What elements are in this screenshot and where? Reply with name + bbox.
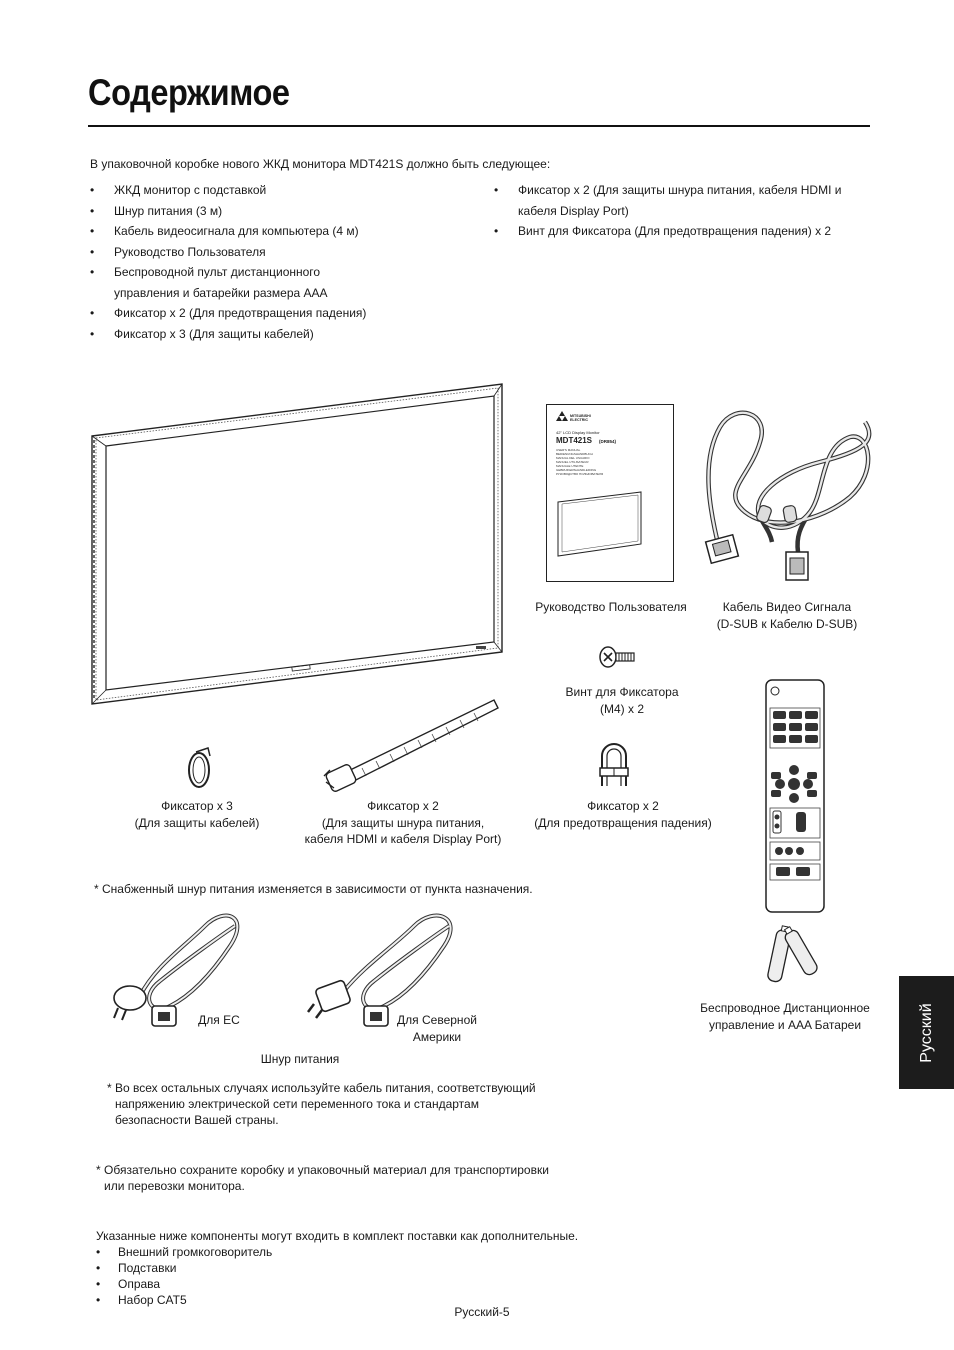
caption-line: Беспроводное Дистанционное — [700, 1001, 870, 1015]
caption-line: кабеля HDMI и кабеля Display Port) — [304, 832, 502, 846]
keep-box-note — [96, 1162, 566, 1194]
eu-plug-caption: Для ЕС — [198, 1013, 240, 1027]
optional-intro: Указанные ниже компоненты могут входить в комплект поставки как дополнительные. — [96, 1229, 579, 1243]
caption-line: Америки — [412, 1029, 462, 1044]
caption-line: Фиксатор x 3 — [161, 799, 233, 813]
caption-line: (M4) x 2 — [599, 701, 644, 716]
caption-line: Для Северной — [397, 1013, 477, 1027]
note-line: безопасности Вашей страны. — [115, 1113, 279, 1127]
list-item: • Набор CAT5 — [96, 1292, 396, 1308]
svg-text:BEDIENUNGSHANDBUCH: BEDIENUNGSHANDBUCH — [556, 452, 593, 456]
cable-clip-icon — [186, 746, 216, 790]
svg-text:MITSUBISHI: MITSUBISHI — [570, 414, 591, 418]
caption-line: (D-SUB к Кабелю D-SUB) — [716, 616, 858, 631]
svg-text:USER'S MANUAL: USER'S MANUAL — [556, 448, 581, 452]
svg-text:ELECTRIC: ELECTRIC — [570, 418, 588, 422]
list-item: • Внешний громкоговоритель — [96, 1244, 396, 1260]
clamp-caption — [530, 798, 716, 831]
svg-text:MANUAL DEL USUARIO: MANUAL DEL USUARIO — [556, 456, 590, 460]
cable-caption — [700, 599, 874, 632]
cord-note: * Снабженный шнур питания изменяется в зависимости от пункта назначения. — [94, 882, 533, 896]
contents-list-left — [90, 180, 380, 344]
clip3-caption — [112, 798, 282, 831]
page-title: Содержимое — [88, 72, 290, 113]
screw-icon — [598, 645, 638, 669]
list-item: • Фиксатор x 2 (Для защиты шнура питания, кабеля HDMI и кабеля Display Port) — [494, 180, 874, 221]
caption-line: Кабель Видео Сигнала — [722, 600, 852, 614]
page-number: Русский-5 — [454, 1305, 510, 1319]
caption-line: управление и AAA Батареи — [708, 1017, 862, 1032]
manual-caption: Руководство Пользователя — [535, 600, 687, 614]
language-side-tab — [899, 976, 954, 1089]
aaa-batteries-icon — [764, 924, 820, 988]
contents-list-right — [494, 180, 874, 242]
remote-caption — [690, 1000, 880, 1033]
caption-line: (Для защиты шнура питания, — [321, 815, 485, 830]
remote-control-illustration — [760, 678, 830, 916]
svg-text:(DR854): (DR854) — [599, 439, 617, 444]
caption-line: (Для защиты кабелей) — [134, 815, 260, 830]
caption-line: (Для предотвращения падения) — [534, 815, 712, 830]
list-item: • Шнур питания (3 м) — [90, 201, 380, 222]
svg-text:42" LCD Display Monitor: 42" LCD Display Monitor — [556, 430, 600, 435]
dsub-connector-icon — [706, 535, 739, 563]
svg-text:MANUALE UTENTE: MANUALE UTENTE — [556, 464, 584, 468]
list-item: • Кабель видеосигнала для компьютера (4 м) — [90, 221, 380, 242]
user-manual-illustration — [546, 404, 674, 582]
caption-line: Винт для Фиксатора — [565, 685, 679, 699]
dsub-connector-icon — [786, 552, 808, 580]
list-item: • Руководство Пользователя — [90, 242, 380, 263]
intro-text: В упаковочной коробке нового ЖКД монитора MDT421S должно быть следующее: — [90, 157, 551, 171]
caption-line: Фиксатор x 2 — [587, 799, 659, 813]
note-line: напряжению электрической сети переменного тока и стандартам — [115, 1097, 479, 1111]
dsub-cable-illustration — [700, 402, 880, 586]
note-line: или перевозки монитора. — [104, 1179, 245, 1193]
caption-line: Фиксатор x 2 — [367, 799, 439, 813]
tie-caption — [296, 798, 510, 848]
list-item: • Оправа — [96, 1276, 396, 1292]
svg-text:MANUEL UTILISATEUR: MANUEL UTILISATEUR — [556, 460, 589, 464]
power-cord-caption: Шнур питания — [260, 1052, 340, 1066]
na-plug-caption — [384, 1012, 490, 1045]
svg-text:MDT421S: MDT421S — [556, 436, 593, 445]
language-tab-label: Русский — [917, 1002, 935, 1063]
other-cases-note — [107, 1080, 547, 1128]
list-item: • Подставки — [96, 1260, 396, 1276]
list-item: • Беспроводной пульт дистанционного управления и батарейки размера AAA — [90, 262, 380, 303]
title-rule — [88, 125, 870, 127]
list-item: • Фиксатор x 2 (Для предотвращения падения) — [90, 303, 380, 324]
clamp-icon — [594, 738, 634, 790]
optional-list — [96, 1244, 396, 1308]
list-item: • ЖКД монитор с подставкой — [90, 180, 380, 201]
cable-tie-icon — [322, 696, 502, 796]
note-line: * Во всех остальных случаях используйте кабель питания, соответствующий — [107, 1081, 536, 1095]
svg-text:GEBRUIKERSHANDLEIDING: GEBRUIKERSHANDLEIDING — [556, 468, 597, 472]
list-item: • Винт для Фиксатора (Для предотвращения падения) x 2 — [494, 221, 874, 242]
screw-caption — [540, 684, 704, 717]
lcd-monitor-illustration — [88, 380, 508, 710]
power-button-icon — [771, 687, 779, 695]
svg-text:РУКОВОДСТВО ПОЛЬЗОВАТЕЛЯ: РУКОВОДСТВО ПОЛЬЗОВАТЕЛЯ — [556, 472, 604, 476]
list-item: • Фиксатор x 3 (Для защиты кабелей) — [90, 324, 380, 345]
note-line: * Обязательно сохраните коробку и упаковочный материал для транспортировки — [96, 1163, 549, 1177]
